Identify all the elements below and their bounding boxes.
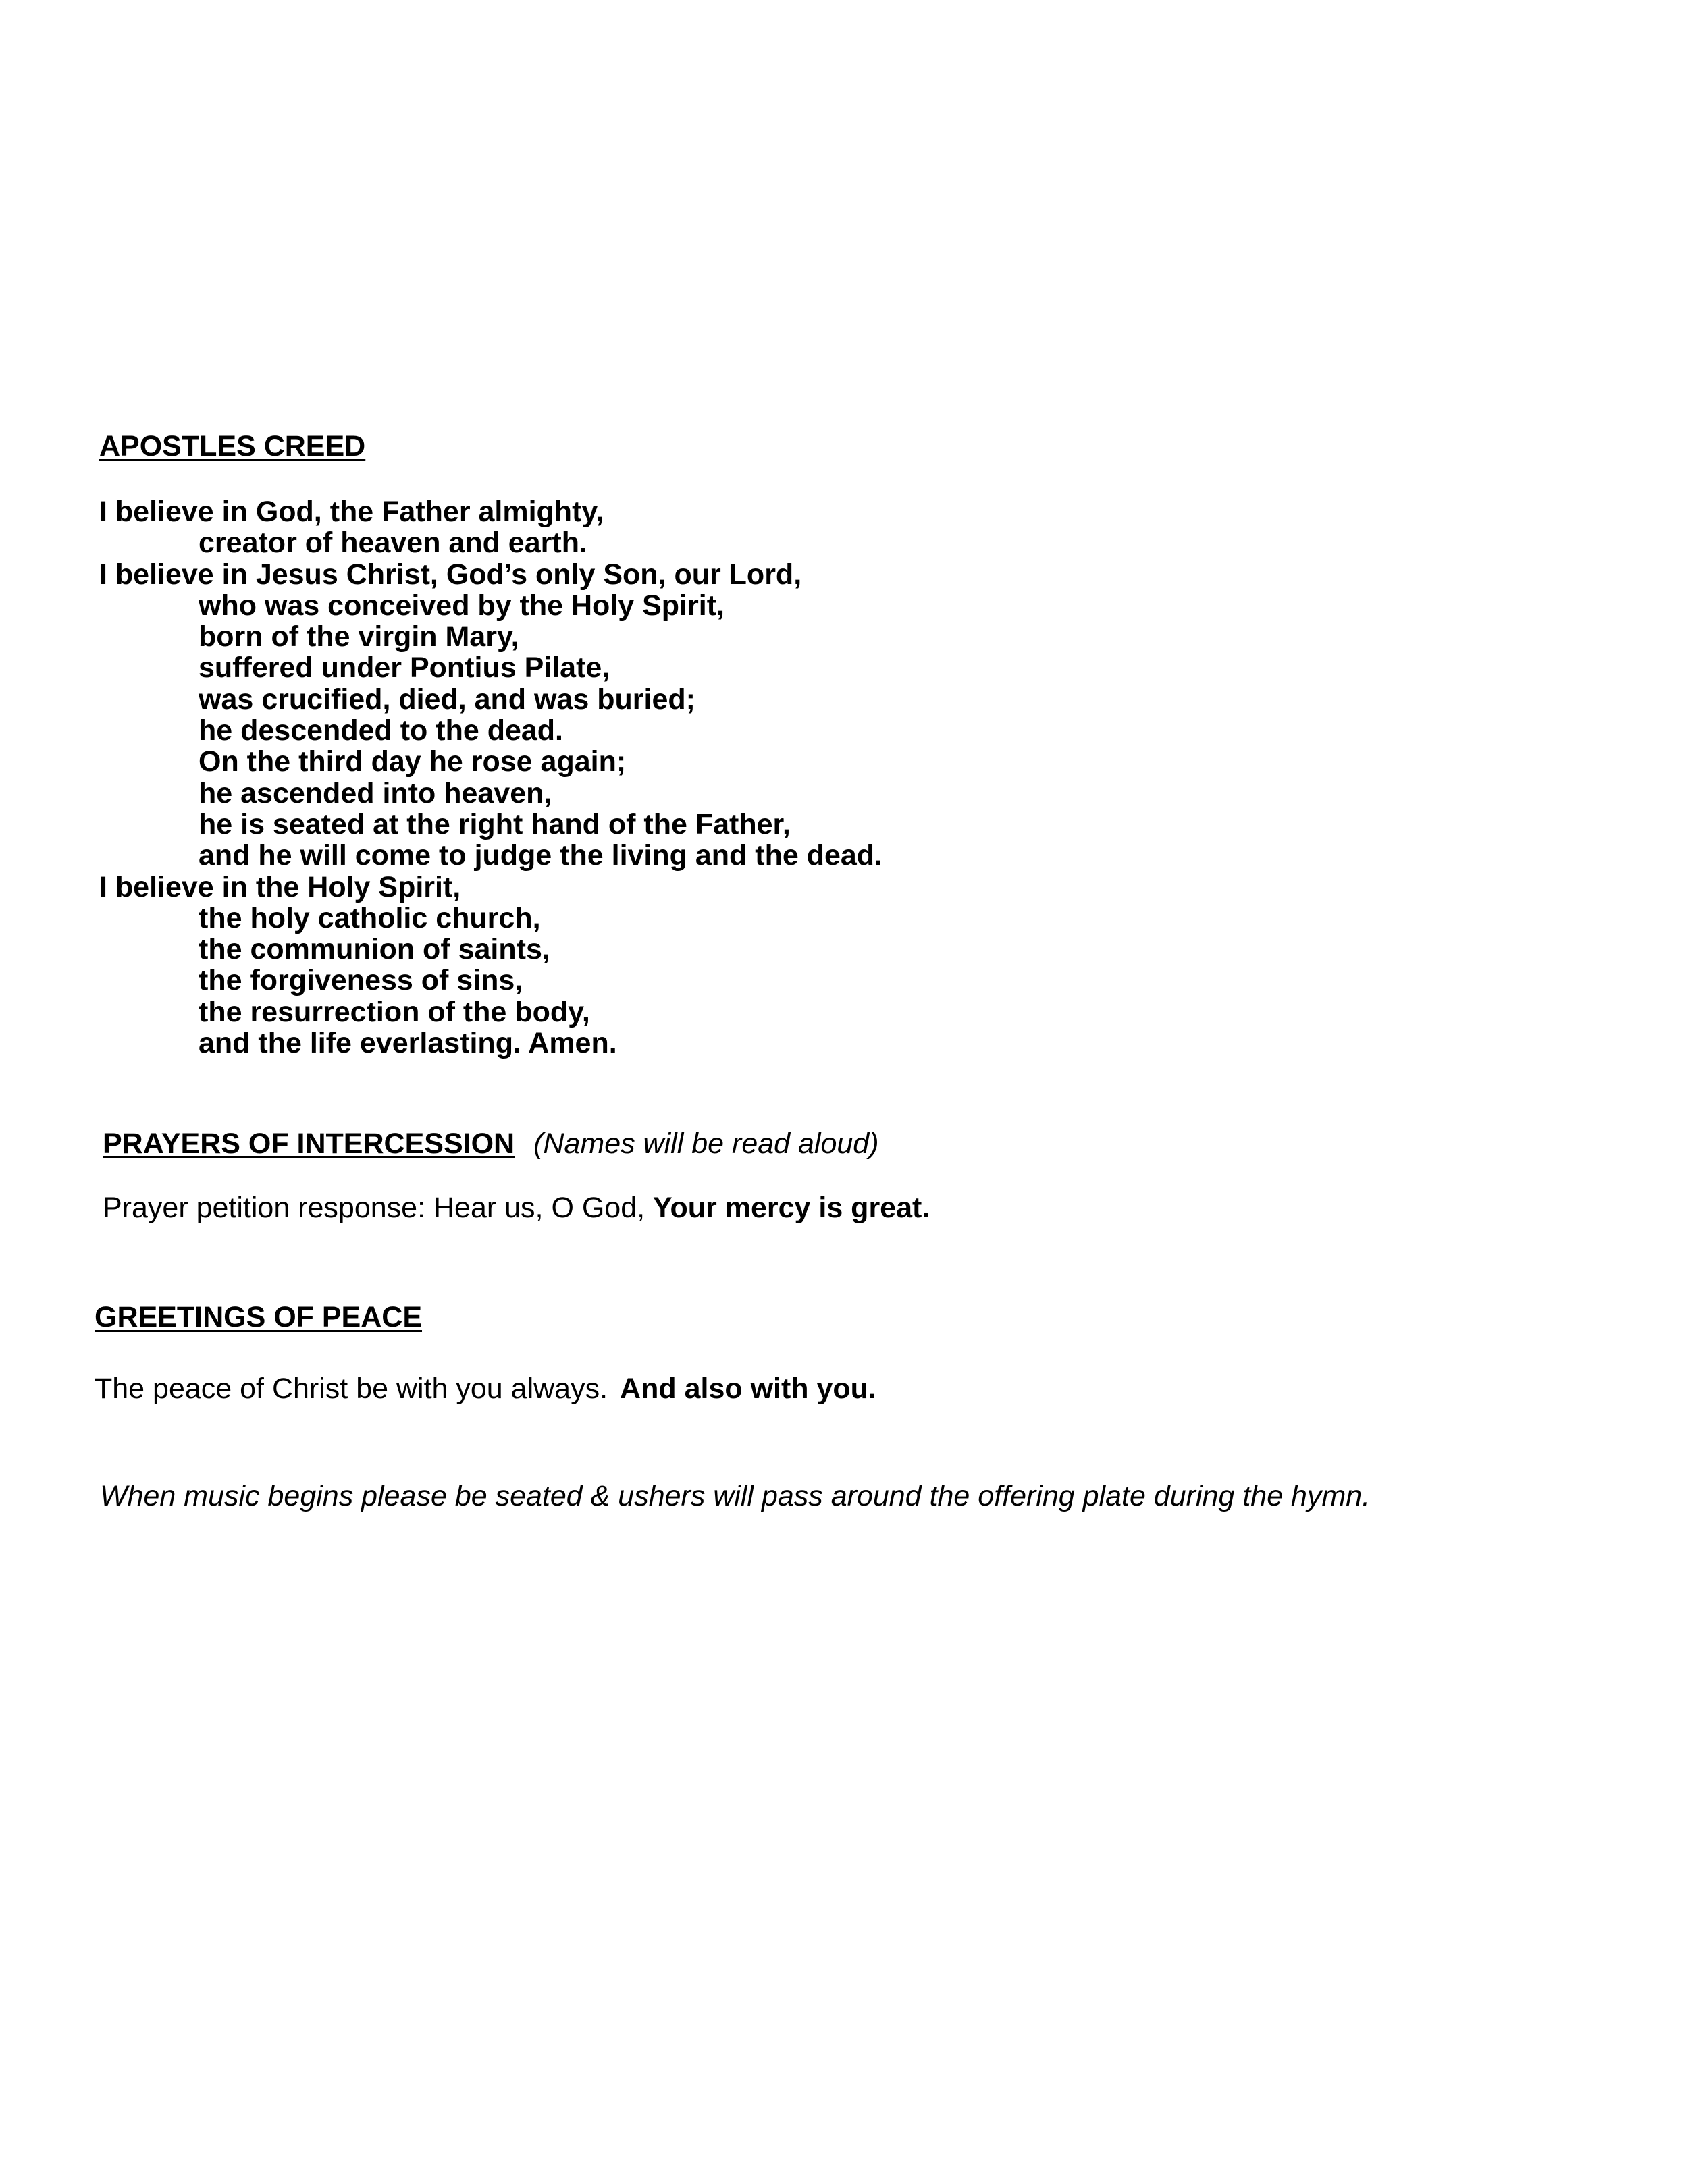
creed-line: the forgiveness of sins, bbox=[199, 964, 523, 997]
creed-line: suffered under Pontius Pilate, bbox=[199, 651, 610, 685]
prayer-response-prefix: Prayer petition response: Hear us, O God, bbox=[103, 1192, 645, 1224]
creed-line: creator of heaven and earth. bbox=[199, 527, 587, 560]
apostles-creed-heading: APOSTLES CREED bbox=[99, 430, 366, 462]
creed-line: and the life everlasting. Amen. bbox=[199, 1027, 617, 1060]
creed-line: was crucified, died, and was buried; bbox=[199, 683, 695, 716]
creed-line: born of the virgin Mary, bbox=[199, 620, 519, 654]
greetings-response-bold: And also with you. bbox=[620, 1373, 876, 1405]
creed-line: the holy catholic church, bbox=[199, 901, 541, 934]
creed-line: On the third day he rose again; bbox=[199, 745, 627, 778]
creed-line: who was conceived by the Holy Spirit, bbox=[199, 589, 724, 622]
greetings-text: The peace of Christ be with you always. bbox=[95, 1373, 608, 1405]
apostles-creed-text bbox=[99, 496, 882, 1059]
creed-line: the resurrection of the body, bbox=[199, 995, 590, 1028]
creed-line: he ascended into heaven, bbox=[199, 776, 552, 809]
creed-line: the communion of saints, bbox=[199, 933, 550, 966]
creed-line: he descended to the dead. bbox=[199, 714, 563, 747]
creed-line: I believe in the Holy Spirit, bbox=[99, 870, 461, 903]
creed-line: I believe in God, the Father almighty, bbox=[99, 496, 604, 528]
prayers-heading: PRAYERS OF INTERCESSION bbox=[103, 1127, 515, 1160]
creed-line: he is seated at the right hand of the Father, bbox=[199, 807, 791, 841]
prayer-response-bold: Your mercy is great. bbox=[653, 1192, 930, 1224]
creed-line: and he will come to judge the living and the dead. bbox=[199, 839, 882, 872]
creed-line: I believe in Jesus Christ, God’s only Son, our Lord, bbox=[99, 558, 802, 591]
greetings-heading: GREETINGS OF PEACE bbox=[95, 1301, 423, 1333]
prayer-response bbox=[103, 1192, 930, 1225]
prayers-heading-row bbox=[103, 1127, 879, 1161]
prayers-note: (Names will be read aloud) bbox=[533, 1127, 879, 1160]
offering-instruction: When music begins please be seated & ushers will pass around the offering plate during the hymn. bbox=[100, 1480, 1371, 1512]
greetings-line bbox=[95, 1373, 876, 1406]
